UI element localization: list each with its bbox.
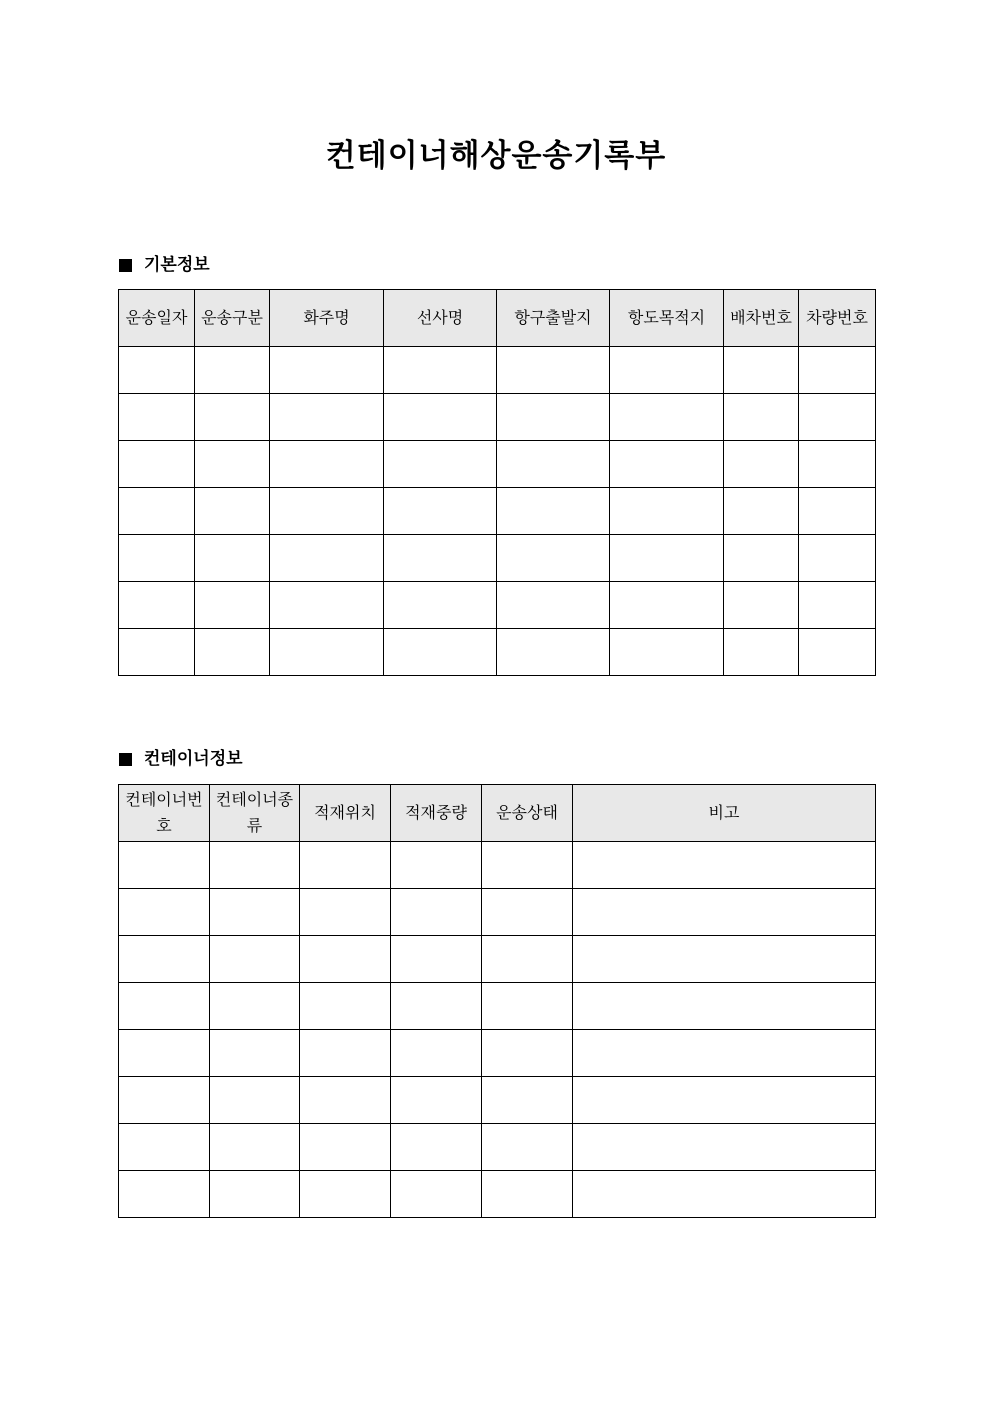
table-cell[interactable] [482,889,573,936]
table-cell[interactable] [482,1124,573,1171]
table-cell[interactable] [119,1030,210,1077]
column-header [384,290,497,347]
table-row [119,1124,876,1171]
column-header [195,290,270,347]
table-cell[interactable] [799,488,876,535]
column-header-label: 항구출발지 [514,308,592,327]
table-cell[interactable] [195,535,270,582]
table-cell[interactable] [300,842,391,889]
table-cell[interactable] [384,535,497,582]
table-cell[interactable] [724,535,799,582]
table-cell[interactable] [210,1171,300,1218]
table-row [119,842,876,889]
column-header-label: 운송구분 [201,308,263,327]
table-cell[interactable] [119,1171,210,1218]
table-cell[interactable] [270,441,384,488]
table-cell[interactable] [573,1171,876,1218]
section-heading-label: 컨테이너정보 [144,749,243,769]
table-cell[interactable] [270,347,384,394]
table-cell[interactable] [300,1171,391,1218]
table-cell[interactable] [119,394,195,441]
table-cell[interactable] [300,1030,391,1077]
column-header [573,785,876,842]
table-cell[interactable] [610,629,724,676]
section-heading-container-info [119,747,243,771]
table-cell[interactable] [300,889,391,936]
table-cell[interactable] [195,629,270,676]
table-row [119,347,876,394]
column-header-label: 화주명 [303,308,350,327]
table-cell[interactable] [195,441,270,488]
table-cell[interactable] [391,842,482,889]
table-cell[interactable] [210,1030,300,1077]
table-cell[interactable] [391,1171,482,1218]
table-cell[interactable] [391,936,482,983]
table-cell[interactable] [799,535,876,582]
table-header-row [119,785,876,842]
table-cell[interactable] [210,1077,300,1124]
table-cell[interactable] [482,1030,573,1077]
table-cell[interactable] [482,1171,573,1218]
table-cell[interactable] [210,1124,300,1171]
table-cell[interactable] [195,394,270,441]
table-cell[interactable] [391,983,482,1030]
column-header [799,290,876,347]
table-cell[interactable] [119,1077,210,1124]
column-header [610,290,724,347]
table-cell[interactable] [119,535,195,582]
table-row [119,1030,876,1077]
column-header-label: 항도목적지 [627,308,706,327]
table-cell[interactable] [799,629,876,676]
table-cell[interactable] [610,394,724,441]
table-row [119,936,876,983]
table-cell[interactable] [799,582,876,629]
table-cell[interactable] [391,1124,482,1171]
table-cell[interactable] [724,441,799,488]
table-cell[interactable] [610,347,724,394]
table-cell[interactable] [573,1124,876,1171]
table-cell[interactable] [724,582,799,629]
table-cell[interactable] [610,582,724,629]
column-header-label: 차량번호 [806,308,868,327]
table-cell[interactable] [119,1124,210,1171]
table-cell[interactable] [482,936,573,983]
table-cell[interactable] [391,889,482,936]
table-cell[interactable] [270,488,384,535]
table-cell[interactable] [384,394,497,441]
table-row [119,889,876,936]
table-cell[interactable] [270,629,384,676]
table-cell[interactable] [210,936,300,983]
section-heading-basic-info [119,253,210,277]
table-header-row [119,290,876,347]
table-cell[interactable] [384,582,497,629]
table-cell[interactable] [119,983,210,1030]
table-cell[interactable] [384,488,497,535]
table-cell[interactable] [300,983,391,1030]
table-cell[interactable] [497,582,610,629]
column-header-label: 운송일자 [125,308,188,327]
table-row [119,394,876,441]
table-cell[interactable] [195,347,270,394]
table-cell[interactable] [610,441,724,488]
table-cell[interactable] [195,582,270,629]
table-cell[interactable] [119,582,195,629]
column-header [270,290,384,347]
table-cell[interactable] [300,1077,391,1124]
table-cell[interactable] [270,535,384,582]
table-cell[interactable] [573,842,876,889]
table-cell[interactable] [119,889,210,936]
table-cell[interactable] [119,842,210,889]
column-header-label: 적재위치 [314,803,376,822]
table-cell[interactable] [799,441,876,488]
table-cell[interactable] [610,488,724,535]
table-cell[interactable] [210,889,300,936]
table-cell[interactable] [724,488,799,535]
column-header [724,290,799,347]
table-cell[interactable] [497,629,610,676]
table-cell[interactable] [610,535,724,582]
table-cell[interactable] [573,1077,876,1124]
table-cell[interactable] [119,629,195,676]
table-cell[interactable] [300,1124,391,1171]
column-header [119,290,195,347]
column-header-label: 배차번호 [730,308,792,327]
table-row [119,1077,876,1124]
column-header-label: 선사명 [416,308,464,327]
table-row [119,488,876,535]
table-row [119,983,876,1030]
table-row [119,1171,876,1218]
container-info-table [118,784,876,1218]
table-cell[interactable] [573,1030,876,1077]
table-cell[interactable] [724,394,799,441]
table-cell[interactable] [497,394,610,441]
table-cell[interactable] [119,936,210,983]
table-cell[interactable] [497,488,610,535]
column-header-label: 비고 [708,803,740,822]
table-cell[interactable] [384,441,497,488]
table-row [119,441,876,488]
table-cell[interactable] [497,347,610,394]
table-cell[interactable] [573,983,876,1030]
section-heading-label: 기본정보 [144,255,210,275]
table-cell[interactable] [119,347,195,394]
table-cell[interactable] [270,582,384,629]
column-header-label: 컨테이너종류 [215,790,294,835]
column-header [119,785,210,842]
table-row [119,535,876,582]
table-cell[interactable] [482,842,573,889]
table-cell[interactable] [482,983,573,1030]
table-row [119,629,876,676]
table-cell[interactable] [119,441,195,488]
table-cell[interactable] [391,1077,482,1124]
table-cell[interactable] [573,936,876,983]
table-cell[interactable] [497,535,610,582]
table-cell[interactable] [573,889,876,936]
table-cell[interactable] [799,347,876,394]
column-header [482,785,573,842]
table-cell[interactable] [195,488,270,535]
square-bullet-icon [119,753,132,766]
square-bullet-icon [119,259,132,272]
table-cell[interactable] [210,842,300,889]
table-cell[interactable] [384,347,497,394]
table-cell[interactable] [724,347,799,394]
table-cell[interactable] [482,1077,573,1124]
basic-info-table [118,289,876,676]
document-title: 컨테이너해상운송기록부 [325,138,667,174]
column-header-label: 컨테이너번호 [125,790,203,835]
table-cell[interactable] [391,1030,482,1077]
table-cell[interactable] [210,983,300,1030]
table-row [119,582,876,629]
column-header [497,290,610,347]
column-header [300,785,391,842]
column-header-label: 적재중량 [405,803,467,822]
column-header [391,785,482,842]
column-header [210,785,300,842]
table-cell[interactable] [300,936,391,983]
column-header-label: 운송상태 [496,803,558,822]
table-cell[interactable] [799,394,876,441]
table-cell[interactable] [119,488,195,535]
table-cell[interactable] [384,629,497,676]
table-cell[interactable] [497,441,610,488]
table-cell[interactable] [724,629,799,676]
table-cell[interactable] [270,394,384,441]
